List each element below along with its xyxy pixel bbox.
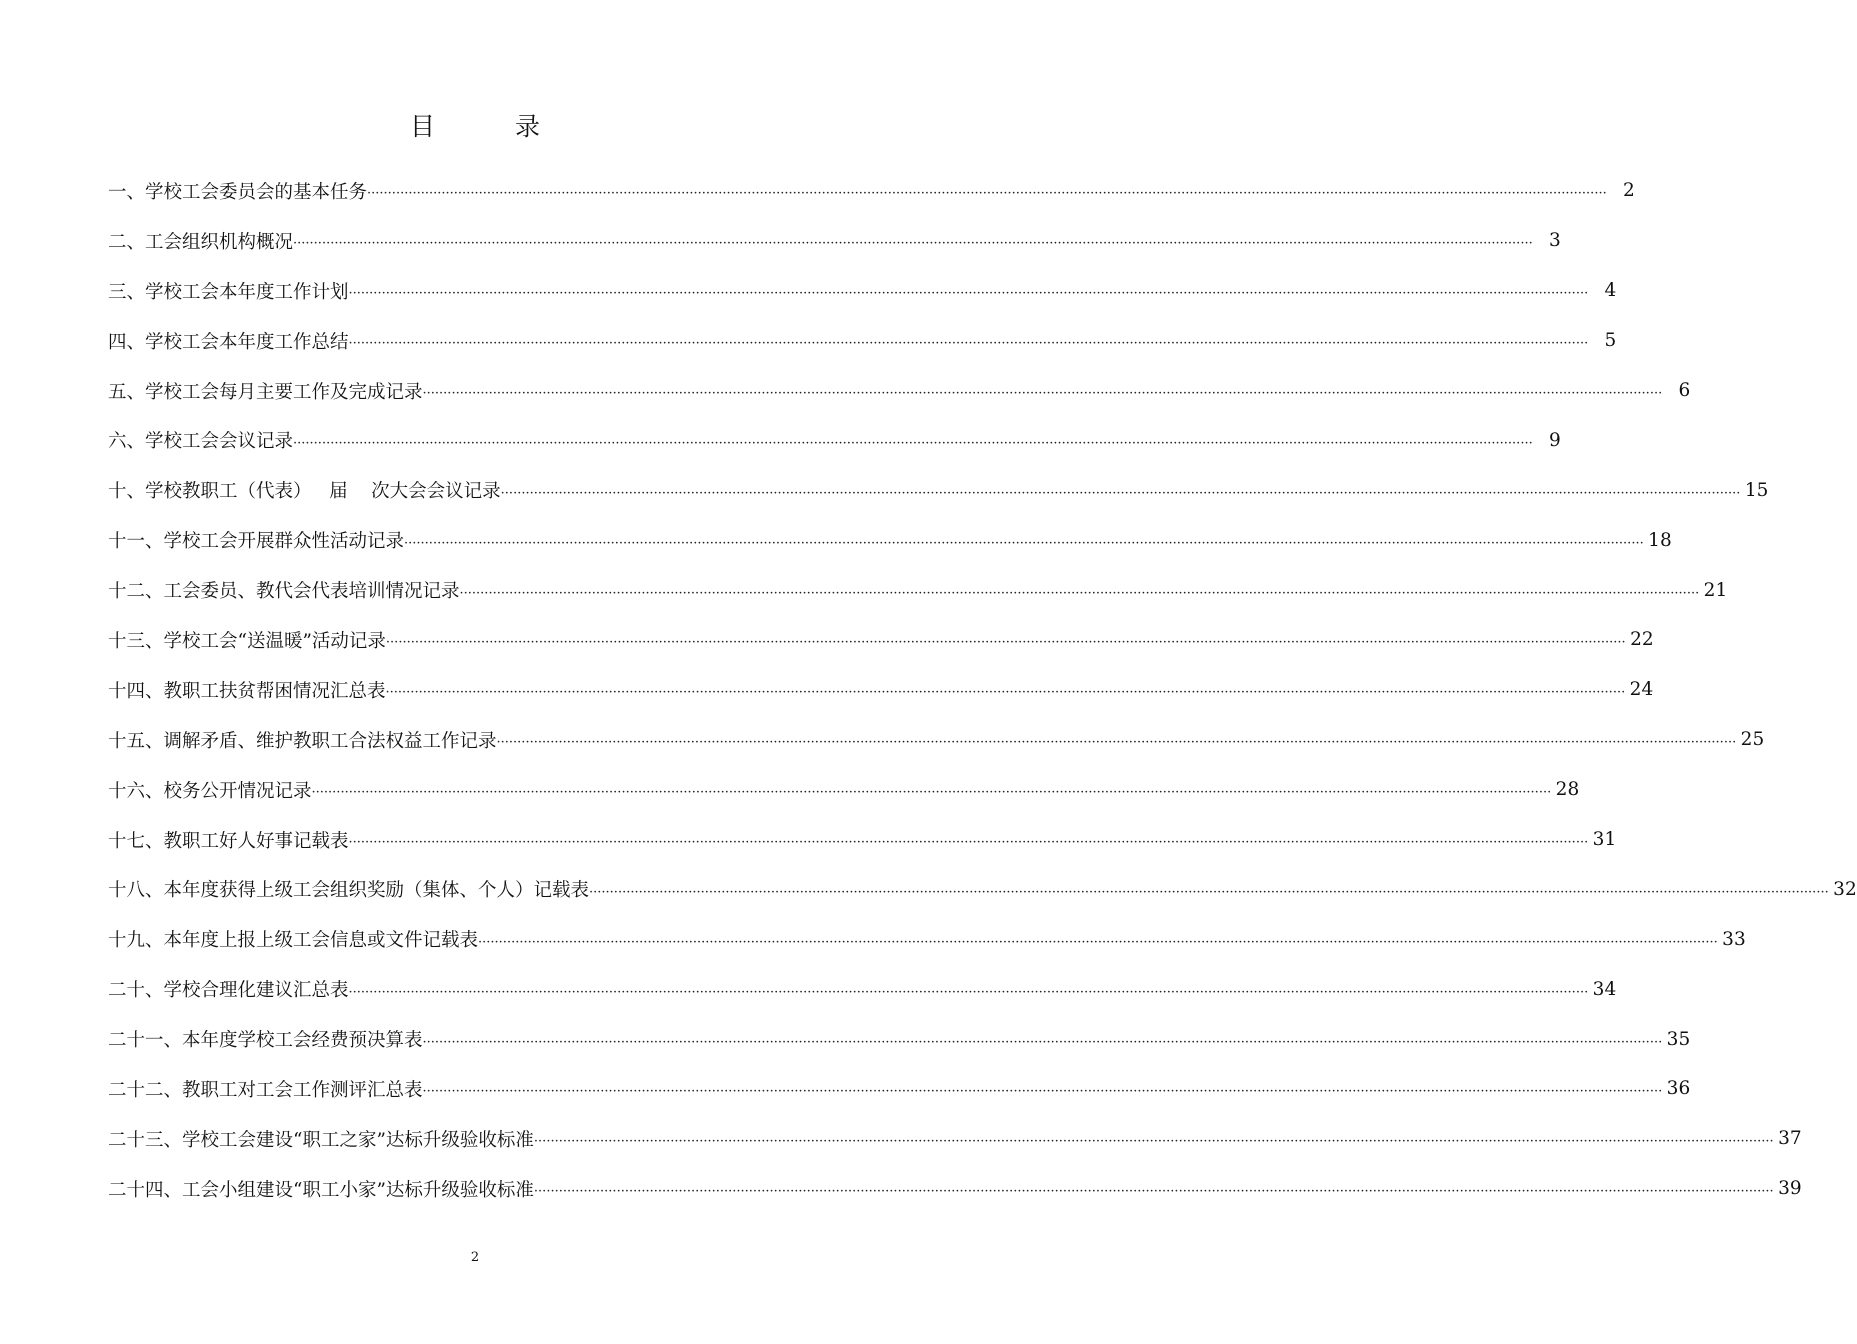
toc-leader-dots: ············································································································································································································································································································ <box>459 585 1700 601</box>
toc-title: 目 录 <box>410 112 576 141</box>
toc-entry[interactable] <box>108 565 1728 615</box>
toc-entry[interactable] <box>108 216 1561 266</box>
toc-entry-page: 34 <box>1592 978 1617 1000</box>
toc-entry-page: 4 <box>1604 280 1617 302</box>
toc-entry-label: 十六、校务公开情况记录 <box>108 780 312 802</box>
toc-entry-label: 十四、教职工扶贫帮困情况汇总表 <box>108 680 386 702</box>
toc-entry-page: 33 <box>1722 928 1746 950</box>
toc-entry-label: 二十二、教职工对工会工作测评汇总表 <box>108 1079 423 1101</box>
toc-entry[interactable] <box>108 864 1857 914</box>
toc-leader-dots: ············································································································································································································································································································ <box>293 435 1533 451</box>
toc-entry-label: 四、学校工会本年度工作总结 <box>108 331 349 353</box>
toc-entry[interactable] <box>108 815 1617 865</box>
toc-list <box>108 166 1857 1214</box>
toc-entry-page: 2 <box>1622 180 1635 202</box>
toc-entry-page: 22 <box>1630 629 1654 651</box>
toc-entry-label: 六、学校工会会议记录 <box>108 431 294 453</box>
toc-entry-page: 36 <box>1666 1078 1691 1100</box>
toc-entry-label: 十三、学校工会“送温暖”活动记录 <box>108 630 386 652</box>
toc-entry-label: 十二、工会委员、教代会代表培训情况记录 <box>108 581 460 603</box>
toc-entry[interactable] <box>108 166 1635 216</box>
toc-entry[interactable] <box>108 765 1580 815</box>
toc-entry-label: 十五、调解矛盾、维护教职工合法权益工作记录 <box>108 730 497 752</box>
toc-entry[interactable] <box>108 266 1617 316</box>
toc-leader-dots: ············································································································································································································································································································ <box>496 735 1737 751</box>
toc-entry-label: 二十三、学校工会建设“职工之家”达标升级验收标准 <box>108 1129 534 1151</box>
toc-entry[interactable] <box>108 914 1746 964</box>
toc-leader-dots: ············································································································································································································································································································ <box>293 236 1533 252</box>
toc-leader-dots: ············································································································································································································································································································ <box>311 785 1552 801</box>
toc-entry-label: 十、学校教职工（代表） 届 次大会会议记录 <box>108 481 501 503</box>
toc-entry-page: 21 <box>1703 579 1728 601</box>
toc-leader-dots: ············································································································································································································································································································ <box>404 535 1644 551</box>
toc-entry-label: 三、学校工会本年度工作计划 <box>108 281 349 303</box>
toc-entry-label: 五、学校工会每月主要工作及完成记录 <box>108 381 423 403</box>
toc-entry-page: 28 <box>1555 779 1580 801</box>
toc-entry[interactable] <box>108 316 1617 366</box>
toc-entry-page: 25 <box>1740 729 1765 751</box>
toc-entry-page: 6 <box>1678 380 1691 401</box>
toc-entry[interactable] <box>108 1064 1691 1114</box>
toc-entry[interactable] <box>108 964 1617 1014</box>
toc-leader-dots: ············································································································································································································································································································ <box>367 186 1607 202</box>
toc-entry-label: 二、工会组织机构概况 <box>108 231 294 253</box>
footer-page-number: 2 <box>470 1250 480 1265</box>
toc-entry[interactable] <box>108 1014 1691 1064</box>
toc-leader-dots: ············································································································································································································································································································ <box>533 1184 1774 1200</box>
toc-entry-label: 二十四、工会小组建设“职工小家”达标升级验收标准 <box>108 1179 534 1201</box>
toc-leader-dots: ············································································································································································································································································································ <box>385 635 1626 651</box>
toc-entry[interactable] <box>108 465 1769 515</box>
toc-entry-page: 3 <box>1548 230 1561 252</box>
toc-entry[interactable] <box>108 515 1672 565</box>
toc-entry-label: 十一、学校工会开展群众性活动记录 <box>108 531 405 553</box>
toc-entry-page: 39 <box>1778 1178 1802 1200</box>
toc-entry[interactable] <box>108 715 1765 765</box>
toc-leader-dots: ············································································································································································································································································································ <box>348 336 1589 352</box>
toc-entry-label: 十七、教职工好人好事记载表 <box>108 830 349 852</box>
toc-entry[interactable] <box>108 366 1691 416</box>
toc-entry-page: 5 <box>1604 330 1617 352</box>
toc-leader-dots: ············································································································································································································································································································ <box>385 685 1626 701</box>
toc-entry-page: 15 <box>1744 479 1769 501</box>
toc-entry[interactable] <box>108 1164 1802 1214</box>
toc-leader-dots: ············································································································································································································································································································ <box>422 1034 1663 1050</box>
toc-entry-page: 37 <box>1778 1128 1802 1150</box>
toc-leader-dots: ············································································································································································································································································································ <box>348 286 1589 302</box>
toc-leader-dots: ············································································································································································································································································································ <box>500 485 1741 501</box>
toc-leader-dots: ············································································································································································································································································································ <box>348 835 1589 851</box>
toc-entry-label: 十九、本年度上报上级工会信息或文件记载表 <box>108 930 479 952</box>
toc-entry[interactable] <box>108 1114 1802 1164</box>
toc-entry-page: 35 <box>1666 1028 1691 1050</box>
toc-entry-page: 9 <box>1548 429 1561 451</box>
toc-entry-page: 32 <box>1833 878 1857 900</box>
toc-entry[interactable] <box>108 615 1654 665</box>
toc-entry[interactable] <box>108 415 1561 465</box>
toc-leader-dots: ············································································································································································································································································································ <box>422 386 1663 401</box>
toc-leader-dots: ············································································································································································································································································································ <box>478 934 1718 950</box>
toc-leader-dots: ············································································································································································································································································································ <box>422 1084 1663 1100</box>
toc-leader-dots: ············································································································································································································································································································ <box>348 984 1589 1000</box>
toc-entry-label: 二十、学校合理化建议汇总表 <box>108 980 349 1002</box>
toc-entry-label: 一、学校工会委员会的基本任务 <box>108 181 368 203</box>
toc-entry-label: 二十一、本年度学校工会经费预决算表 <box>108 1030 423 1052</box>
toc-entry-label: 十八、本年度获得上级工会组织奖励（集体、个人）记载表 <box>108 880 590 902</box>
toc-entry-page: 24 <box>1629 679 1654 701</box>
toc-leader-dots: ············································································································································································································································································································ <box>589 884 1829 900</box>
toc-entry-page: 31 <box>1592 829 1617 851</box>
toc-entry[interactable] <box>108 665 1654 715</box>
toc-leader-dots: ············································································································································································································································································································ <box>533 1134 1774 1150</box>
toc-entry-page: 18 <box>1648 529 1672 551</box>
